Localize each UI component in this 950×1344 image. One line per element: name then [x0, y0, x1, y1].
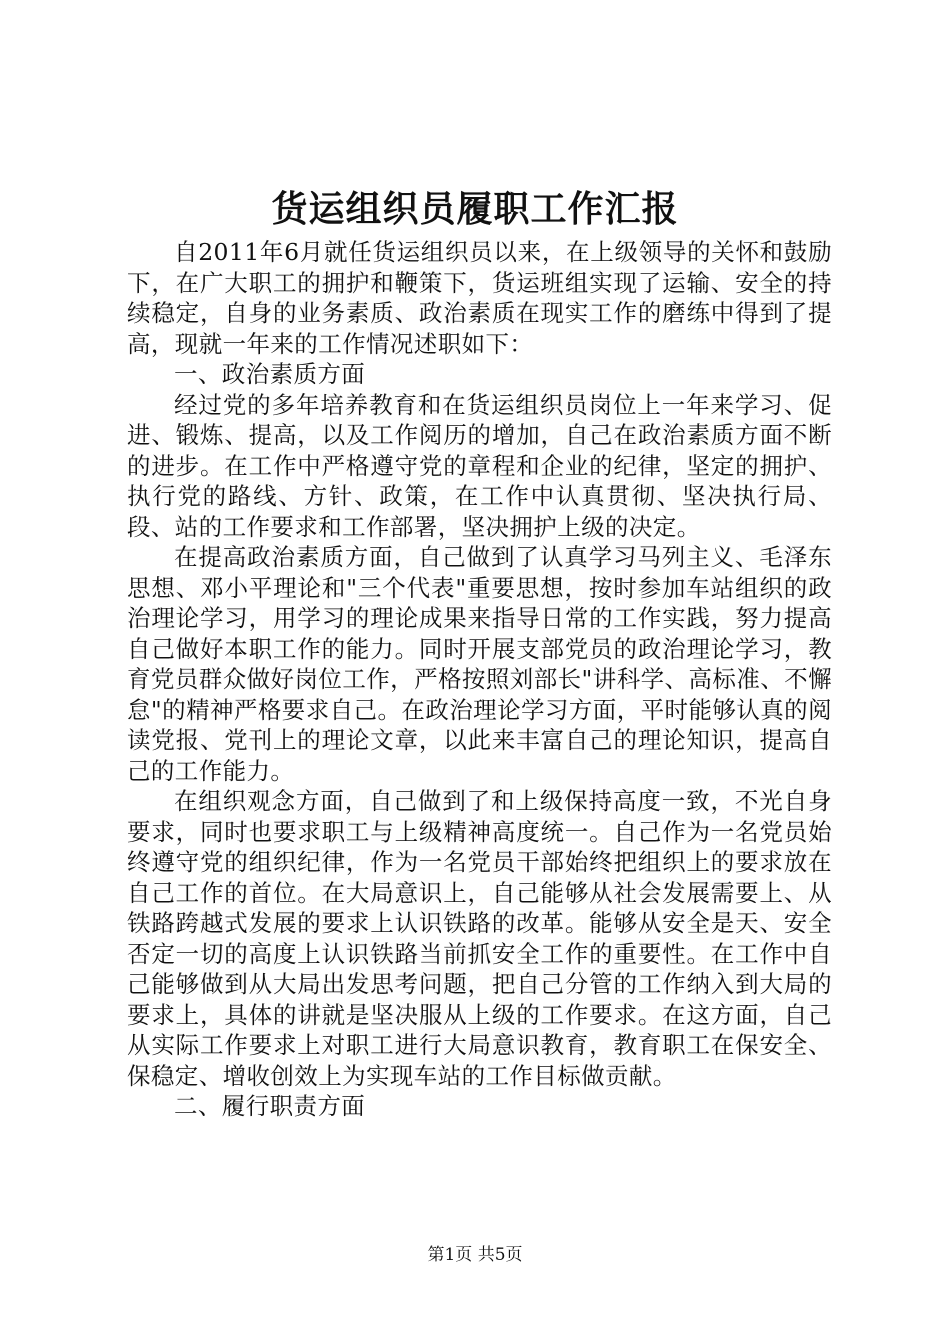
section-heading-political: 一、政治素质方面 [174, 360, 366, 388]
body-paragraph: 经过党的多年培养教育和在货运组织员岗位上一年来学习、促进、锻炼、提高，以及工作阅历的增加，自己在政治素质方面不断的进步。在工作中严格遵守党的章程和企业的纪律，坚定的拥护、执行党的路线、方针、政策，在工作中认真贯彻、坚决执行局、段、站的工作要求和工作部署，坚决拥护上级的决定。 [127, 390, 832, 541]
intro-paragraph: 自2011年6月就任货运组织员以来，在上级领导的关怀和鼓励下，在广大职工的拥护和鞭策下，货运班组实现了运输、安全的持续稳定，自身的业务素质、政治素质在现实工作的磨练中得到了提高，现就一年来的工作情况述职如下： [127, 238, 832, 358]
section-heading-duties: 二、履行职责方面 [174, 1092, 366, 1120]
body-paragraph: 在提高政治素质方面，自己做到了认真学习马列主义、毛泽东思想、邓小平理论和"三个代表"重要思想，按时参加车站组织的政治理论学习，用学习的理论成果来指导日常的工作实践，努力提高自己做好本职工作的能力。同时开展支部党员的政治理论学习，教育党员群众做好岗位工作，严格按照刘部长"讲科学、高标准、不懈怠"的精神严格要求自己。在政治理论学习方面，平时能够认真的阅读党报、党刊上的理论文章，以此来丰富自己的理论知识，提高自己的工作能力。 [127, 543, 832, 785]
body-paragraph: 在组织观念方面，自己做到了和上级保持高度一致，不光自身要求，同时也要求职工与上级精神高度统一。自己作为一名党员始终遵守党的组织纪律，作为一名党员干部始终把组织上的要求放在自己工作的首位。在大局意识上，自己能够从社会发展需要上、从铁路跨越式发展的要求上认识铁路的改革。能够从安全是天、安全否定一切的高度上认识铁路当前抓安全工作的重要性。在工作中自己能够做到从大局出发思考问题，把自己分管的工作纳入到大局的要求上，具体的讲就是坚决服从上级的工作要求。在这方面，自己从实际工作要求上对职工进行大局意识教育，教育职工在保安全、保稳定、增收创效上为实现车站的工作目标做贡献。 [127, 787, 832, 1090]
document-title: 货运组织员履职工作汇报 [271, 188, 679, 230]
document-body [127, 237, 832, 1122]
page-footer: 第1页 共5页 [427, 1245, 523, 1265]
